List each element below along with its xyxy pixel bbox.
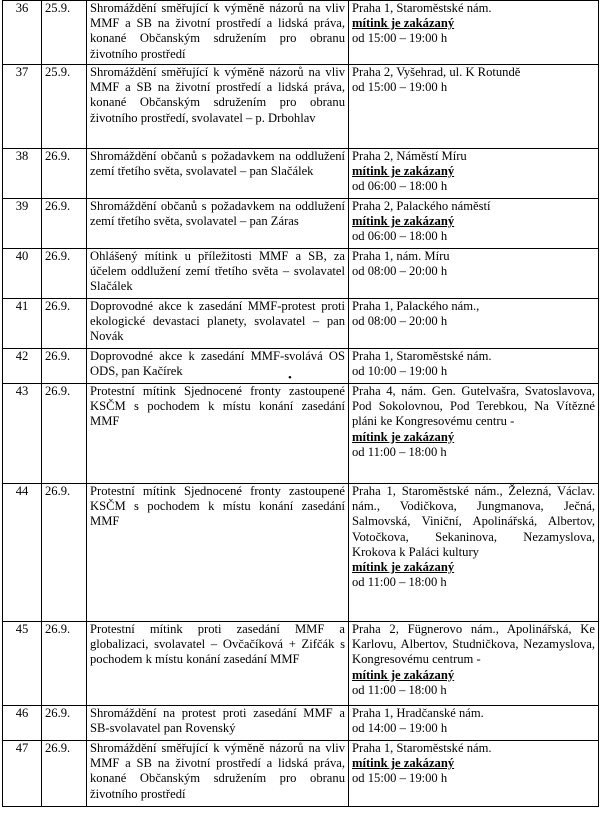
row-date: 26.9. <box>42 706 87 741</box>
row-date: 26.9. <box>42 349 87 384</box>
row-description: Shromáždění směřující k výměně názorů na vliv MMF a SB na životní prostředí a lidská práva, konané Občanským sdružením pro obranu životního prostředí <box>87 1 349 65</box>
row-place: Praha 4, nám. Gen. Gutelvašra, Svatoslavova, Pod Sokolovnou, Pod Terebkou, Na Vítězné pláni ke Kongresovému centru - <box>352 384 595 429</box>
row-status: mítink je zakázaný <box>352 16 455 31</box>
row-number: 38 <box>3 149 42 199</box>
row-time: od 15:00 – 19:00 h <box>352 31 448 46</box>
row-place: Praha 1, Staroměstské nám. <box>352 349 492 363</box>
row-place: Praha 2, Fügnerovo nám., Apolinářská, Ke Karlovu, Albertov, Studničkova, Nezamyslova, Kongresovému centrum - <box>352 622 595 667</box>
row-place: Praha 1, nám. Míru <box>352 249 450 263</box>
row-description: Shromáždění směřující k výměně názorů na vliv MMF a SB na životní prostředí a lidská práva, konané Občanským sdružením pro obranu životního prostředí, svolavatel – p. Drbohlav <box>87 65 349 149</box>
row-place-cell <box>349 706 599 741</box>
row-number: 39 <box>3 199 42 249</box>
row-time: od 15:00 – 19:00 h <box>352 771 448 786</box>
row-place-cell <box>349 149 599 199</box>
table-row <box>3 484 599 622</box>
row-place: Praha 1, Staroměstské nám., Železná, Václav. nám., Vodičkova, Jungmanova, Ječná, Salmovská, Viniční, Apolinářská, Albertov, Votočkova, Sekaninova, Nezamyslova, Krokova k Paláci kultury <box>352 484 595 559</box>
row-date: 26.9. <box>42 199 87 249</box>
row-place-cell <box>349 199 599 249</box>
row-date: 25.9. <box>42 65 87 149</box>
row-time: od 06:00 – 18:00 h <box>352 229 448 244</box>
row-description: Shromáždění směřující k výměně názorů na vliv MMF a SB na životní prostředí a lidská práva, konané Občanským sdružením pro obranu životního prostředí <box>87 741 349 807</box>
row-time: od 15:00 – 19:00 h <box>352 80 448 95</box>
row-status: mítink je zakázaný <box>352 667 455 682</box>
table-row <box>3 65 599 149</box>
row-description: Protestní mítink Sjednocené fronty zastoupené KSČM s pochodem k místu konání zasedání MMF <box>87 384 349 484</box>
row-date: 26.9. <box>42 249 87 299</box>
row-time: od 08:00 – 20:00 h <box>352 314 448 329</box>
table-row <box>3 199 599 249</box>
row-description: Shromáždění na protest proti zasedání MMF a SB-svolavatel pan Rovenský <box>87 706 349 741</box>
table-row <box>3 384 599 484</box>
row-place: Praha 2, Vyšehrad, ul. K Rotundě <box>352 65 521 79</box>
row-description: Doprovodné akce k zasedání MMF-protest proti ekologické devastaci planety, svolavatel – pan Novák <box>87 299 349 349</box>
row-place-cell <box>349 622 599 706</box>
row-date: 26.9. <box>42 149 87 199</box>
table-row <box>3 741 599 807</box>
row-place-cell <box>349 484 599 622</box>
row-time: od 11:00 – 18:00 h <box>352 682 447 697</box>
table-row <box>3 349 599 384</box>
row-date: 26.9. <box>42 299 87 349</box>
row-status: mítink je zakázaný <box>352 560 455 575</box>
row-description: Doprovodné akce k zasedání MMF-svolává OS ODS, pan Kačírek <box>87 349 349 384</box>
row-place: Praha 1, Staroměstské nám. <box>352 1 492 15</box>
row-time: od 06:00 – 18:00 h <box>352 179 448 194</box>
row-place: Praha 2, Náměstí Míru <box>352 149 467 163</box>
row-number: 45 <box>3 622 42 706</box>
row-status: mítink je zakázaný <box>352 214 455 229</box>
table-row <box>3 299 599 349</box>
row-date: 25.9. <box>42 1 87 65</box>
row-description: Shromáždění občanů s požadavkem na oddlužení zemí třetího světa, svolavatel – pan Záras <box>87 199 349 249</box>
row-number: 46 <box>3 706 42 741</box>
row-status: mítink je zakázaný <box>352 429 455 444</box>
row-description: Protestní mítink proti zasedání MMF a globalizaci, svolavatel – Ovčačíková + Zifčák s pochodem k místu konání zasedání MMF <box>87 622 349 706</box>
row-date: 26.9. <box>42 484 87 622</box>
table-row <box>3 622 599 706</box>
row-time: od 11:00 – 18:00 h <box>352 444 447 459</box>
row-status: mítink je zakázaný <box>352 756 455 771</box>
row-place-cell <box>349 1 599 65</box>
row-place-cell <box>349 249 599 299</box>
row-date: 26.9. <box>42 384 87 484</box>
row-number: 44 <box>3 484 42 622</box>
row-number: 43 <box>3 384 42 484</box>
table-row <box>3 706 599 741</box>
row-time: od 08:00 – 20:00 h <box>352 264 448 279</box>
table-row <box>3 249 599 299</box>
row-description: Protestní mítink Sjednocené fronty zastoupené KSČM s pochodem k místu konání zasedání MMF <box>87 484 349 622</box>
row-place: Praha 2, Palackého náměstí <box>352 199 491 213</box>
row-description: Ohlášený mítink u příležitosti MMF a SB, za účelem oddlužení zemí třetího světa – svolavatel Slačálek <box>87 249 349 299</box>
row-place: Praha 1, Palackého nám., <box>352 299 480 313</box>
row-number: 37 <box>3 65 42 149</box>
scan-speck: • <box>288 372 292 384</box>
row-number: 40 <box>3 249 42 299</box>
row-number: 42 <box>3 349 42 384</box>
row-number: 36 <box>3 1 42 65</box>
row-place-cell <box>349 741 599 807</box>
row-date: 26.9. <box>42 622 87 706</box>
row-time: od 14:00 – 19:00 h <box>352 721 448 736</box>
row-place-cell <box>349 299 599 349</box>
events-table <box>2 0 599 807</box>
row-place: Praha 1, Staroměstské nám. <box>352 741 492 755</box>
row-number: 47 <box>3 741 42 807</box>
row-time: od 11:00 – 18:00 h <box>352 575 447 590</box>
events-table-body <box>3 1 599 807</box>
row-time: od 10:00 – 19:00 h <box>352 364 448 379</box>
row-place-cell <box>349 384 599 484</box>
row-date: 26.9. <box>42 741 87 807</box>
row-description: Shromáždění občanů s požadavkem na oddlužení zemí třetího světa, svolavatel – pan Slačálek <box>87 149 349 199</box>
row-place: Praha 1, Hradčanské nám. <box>352 706 484 720</box>
table-row <box>3 1 599 65</box>
row-number: 41 <box>3 299 42 349</box>
row-place-cell <box>349 65 599 149</box>
table-row <box>3 149 599 199</box>
row-status: mítink je zakázaný <box>352 164 455 179</box>
row-place-cell <box>349 349 599 384</box>
